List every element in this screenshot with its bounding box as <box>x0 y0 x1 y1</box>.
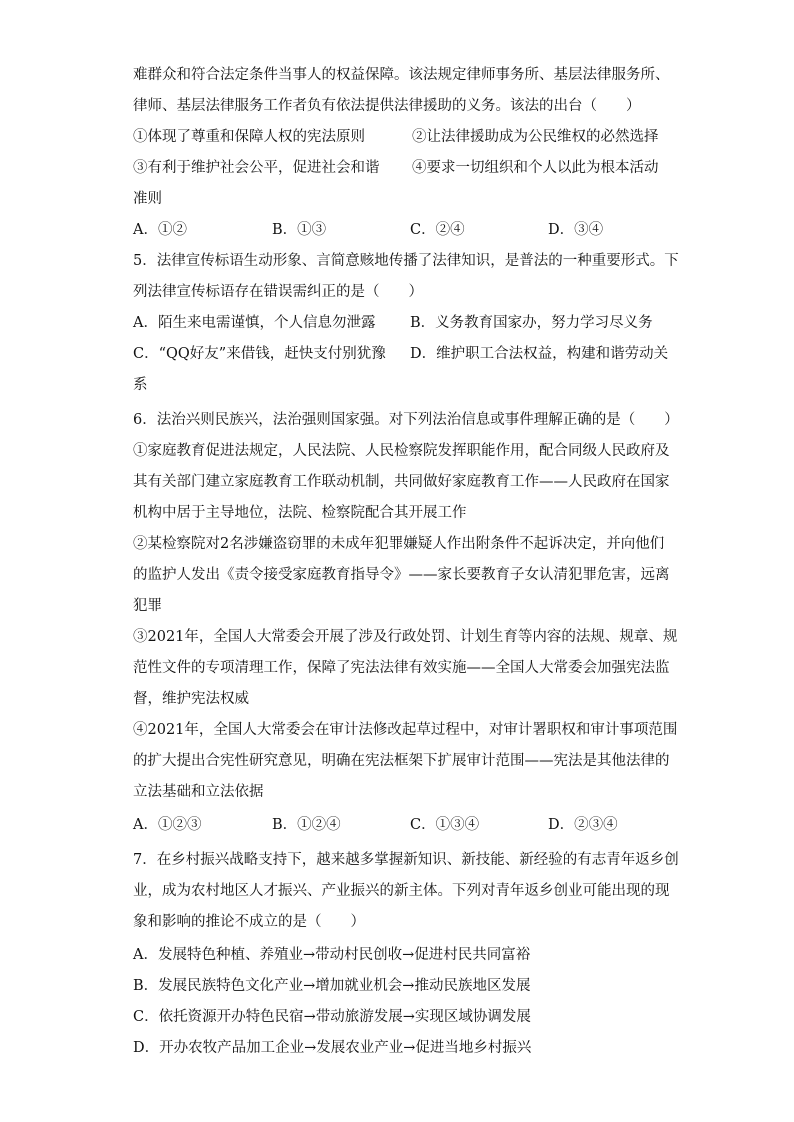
q7-option-c[interactable]: C．依托资源开办特色民宿→带动旅游发展→实现区域协调发展 <box>133 1009 531 1025</box>
q4-option-c[interactable]: C．②④ <box>410 222 465 238</box>
q7-stem-line-3: 象和影响的推论不成立的是（ ） <box>133 914 365 930</box>
q6-item-4-line-1: ④2021年，全国人大常委会在审计法修改起草过程中，对审计署职权和审计事项范围 <box>133 722 678 738</box>
q6-item-3-line-1: ③2021年，全国人大常委会开展了涉及行政处罚、计划生育等内容的法规、规章、规 <box>133 629 678 645</box>
q6-stem: 6．法治兴则民族兴，法治强则国家强。对下列法治信息或事件理解正确的是（ ） <box>133 412 679 428</box>
q7-option-b[interactable]: B．发展民族特色文化产业→增加就业机会→推动民族地区发展 <box>133 978 531 994</box>
q6-item-2-line-2: 的监护人发出《责令接受家庭教育指导令》——家长要教育子女认清犯罪危害，远离 <box>133 567 670 583</box>
q5-option-a[interactable]: A．陌生来电需谨慎，个人信息勿泄露 <box>133 315 376 331</box>
q4-statement-3: ③有利于维护社会公平，促进社会和谐 <box>133 160 380 176</box>
q7-option-a[interactable]: A．发展特色种植、养殖业→带动村民创收→促进村民共同富裕 <box>133 947 531 963</box>
q4-option-b[interactable]: B．①③ <box>272 222 327 238</box>
q4-statement-4-cont: 准则 <box>133 191 162 207</box>
q6-option-a[interactable]: A．①②③ <box>133 817 202 833</box>
q4-stem-line-1: 难群众和符合法定条件当事人的权益保障。该法规定律师事务所、基层法律服务所、 <box>133 67 670 83</box>
q4-statement-4: ④要求一切组织和个人以此为根本活动 <box>412 160 659 176</box>
q5-option-c[interactable]: C．“QQ好友”来借钱，赶快支付别犹豫 <box>133 346 386 362</box>
q6-option-d[interactable]: D．②③④ <box>548 817 618 833</box>
q5-stem-line-2: 列法律宣传标语存在错误需纠正的是（ ） <box>133 284 423 300</box>
q5-option-d[interactable]: D．维护职工合法权益，构建和谐劳动关 <box>410 346 669 362</box>
q6-item-4-line-3: 立法基础和立法依据 <box>133 784 264 800</box>
q6-item-1-line-3: 机构中居于主导地位，法院、检察院配合其开展工作 <box>133 505 467 521</box>
q6-item-2-line-3: 犯罪 <box>133 598 162 614</box>
q6-item-3-line-3: 督，维护宪法权威 <box>133 691 249 707</box>
q7-stem-line-2: 业，成为农村地区人才振兴、产业振兴的新主体。下列对青年返乡创业可能出现的现 <box>133 883 670 899</box>
q5-option-d-cont: 系 <box>133 377 148 393</box>
q6-item-2-line-1: ②某检察院对2名涉嫌盗窃罪的未成年犯罪嫌疑人作出附条件不起诉决定，并向他们 <box>133 536 665 552</box>
q7-stem-line-1: 7．在乡村振兴战略支持下，越来越多掌握新知识、新技能、新经验的有志青年返乡创 <box>133 852 679 868</box>
q5-stem-line-1: 5．法律宣传标语生动形象、言简意赅地传播了法律知识，是普法的一种重要形式。下 <box>133 253 679 269</box>
q4-option-a[interactable]: A．①② <box>133 222 187 238</box>
q4-statement-2: ②让法律援助成为公民维权的必然选择 <box>412 129 659 145</box>
q6-option-c[interactable]: C．①③④ <box>410 817 480 833</box>
q5-option-b[interactable]: B．义务教育国家办，努力学习尽义务 <box>410 315 653 331</box>
q6-item-3-line-2: 范性文件的专项清理工作，保障了宪法法律有效实施——全国人大常委会加强宪法监 <box>133 660 670 676</box>
q6-item-1-line-1: ①家庭教育促进法规定，人民法院、人民检察院发挥职能作用，配合同级人民政府及 <box>133 443 670 459</box>
q6-item-4-line-2: 的扩大提出合宪性研究意见，明确在宪法框架下扩展审计范围——宪法是其他法律的 <box>133 753 670 769</box>
q6-option-b[interactable]: B．①②④ <box>272 817 341 833</box>
q4-option-d[interactable]: D．③④ <box>548 222 604 238</box>
q6-item-1-line-2: 其有关部门建立家庭教育工作联动机制，共同做好家庭教育工作——人民政府在国家 <box>133 474 670 490</box>
q4-statement-1: ①体现了尊重和保障人权的宪法原则 <box>133 129 365 145</box>
q4-stem-line-2: 律师、基层法律服务工作者负有依法提供法律援助的义务。该法的出台（ ） <box>133 98 641 114</box>
q7-option-d[interactable]: D．开办农牧产品加工企业→发展农业产业→促进当地乡村振兴 <box>133 1040 532 1056</box>
